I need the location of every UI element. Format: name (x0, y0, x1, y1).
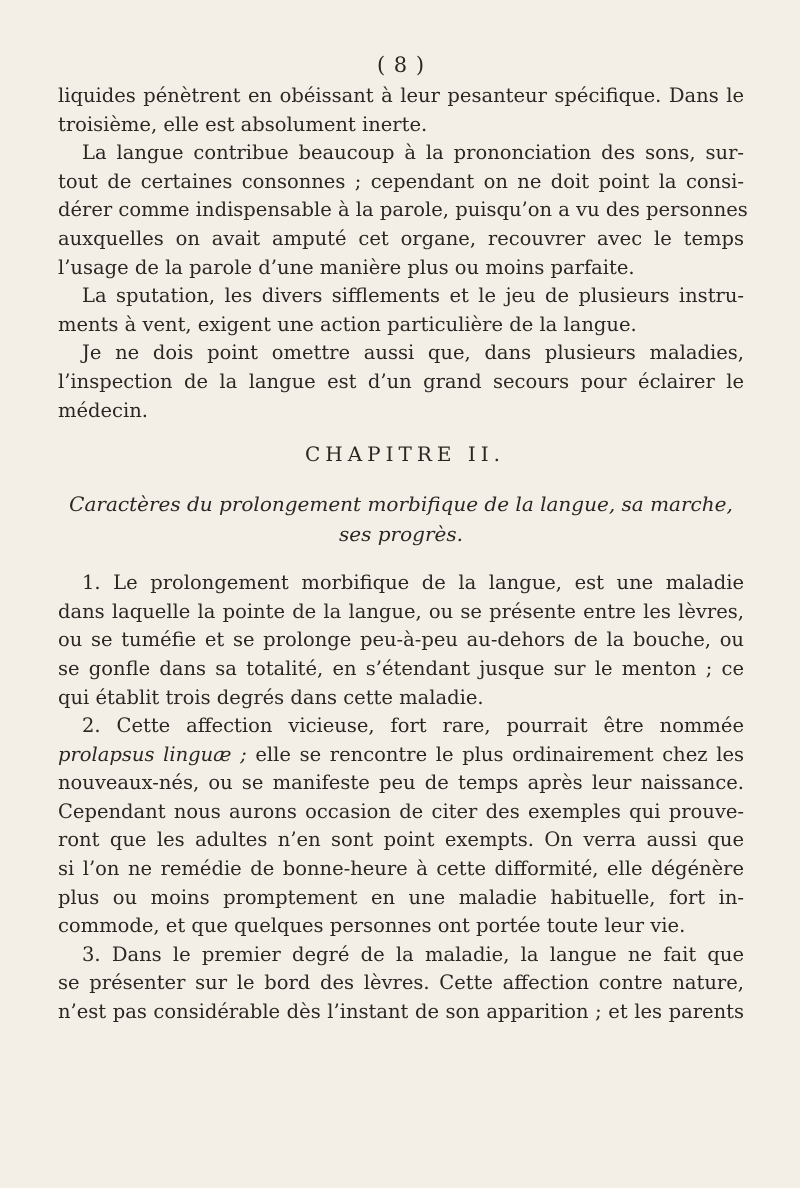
section-3 (58, 941, 744, 1027)
text-line: si l’on ne remédie de bonne-heure à cette difformité, elle dégénère (58, 857, 744, 881)
text-line: dérer comme indispensable à la parole, puisqu’on a vu des personnes (58, 198, 748, 222)
text-line: médecin. (58, 398, 148, 422)
section-2 (58, 712, 744, 941)
paragraph-sputation (58, 282, 744, 339)
intro-paragraph (58, 82, 744, 139)
text-line: l’inspection de la langue est d’un grand secours pour éclairer le (58, 369, 744, 393)
chapter-heading: CHAPITRE II. (304, 442, 506, 467)
text-line: Je ne dois point omettre aussi que, dans plusieurs maladies, (82, 341, 744, 365)
text-line: Cependant nous aurons occasion de citer des exemples qui prouve- (58, 799, 744, 823)
section-1 (58, 569, 744, 712)
text-line: liquides pénètrent en obéissant à leur pesanteur spécifique. Dans le (58, 84, 744, 107)
text-line: 3. Dans le premier degré de la maladie, la langue ne fait que (82, 942, 744, 966)
page-number: ( 8 ) (376, 53, 426, 77)
text-line (58, 741, 744, 770)
text-line: La langue contribue beaucoup à la prononciation des sons, sur- (82, 141, 744, 165)
text-line: se gonfle dans sa totalité, en s’étendant jusque sur le menton ; ce (58, 656, 744, 680)
text-line: l’usage de la parole d’une manière plus ou moins parfaite. (58, 255, 635, 279)
text-line: ou se tuméfie et se prolonge peu-à-peu au-dehors de la bouche, ou (58, 628, 744, 652)
text-line: ront que les adultes n’en sont point exempts. On verra aussi que (58, 828, 744, 852)
text-line: n’est pas considérable dès l’instant de son apparition ; et les parents (58, 1000, 744, 1024)
paragraph-tongue-speech (58, 139, 748, 282)
text-line: qui établit trois degrés dans cette maladie. (58, 685, 484, 709)
text-line: se présenter sur le bord des lèvres. Cette affection contre nature, (58, 971, 744, 995)
subtitle-line: ses progrès. (339, 522, 463, 547)
subtitle-line: Caractères du prolongement morbifique de la langue, sa marche, (69, 492, 733, 517)
text-line: nouveaux-nés, ou se manifeste peu de temps après leur naissance. (58, 771, 744, 795)
text-line: ments à vent, exigent une action particulière de la langue. (58, 312, 637, 336)
text-line: 2. Cette affection vicieuse, fort rare, pourrait être nommée (82, 714, 744, 738)
text-line: La sputation, les divers sifflements et le jeu de plusieurs instru- (82, 284, 744, 308)
text-line: dans laquelle la pointe de la langue, ou se présente entre les lèvres, (58, 599, 744, 623)
text-fragment: elle se rencontre le plus ordinairement chez les (246, 742, 744, 766)
book-page (58, 50, 748, 1027)
paragraph-inspection (58, 339, 744, 425)
text-line: troisième, elle est absolument inerte. (58, 112, 428, 136)
text-line: tout de certaines consonnes ; cependant on ne doit point la consi- (58, 169, 744, 193)
italic-term: prolapsus linguæ ; (58, 742, 247, 766)
text-line: 1. Le prolongement morbifique de la langue, est une maladie (82, 571, 744, 595)
text-line: commode, et que quelques personnes ont portée toute leur vie. (58, 914, 686, 938)
chapter-subtitle (58, 489, 744, 549)
text-line: plus ou moins promptement en une maladie habituelle, fort in- (58, 885, 744, 909)
text-line: auxquelles on avait amputé cet organe, recouvrer avec le temps (58, 226, 744, 250)
